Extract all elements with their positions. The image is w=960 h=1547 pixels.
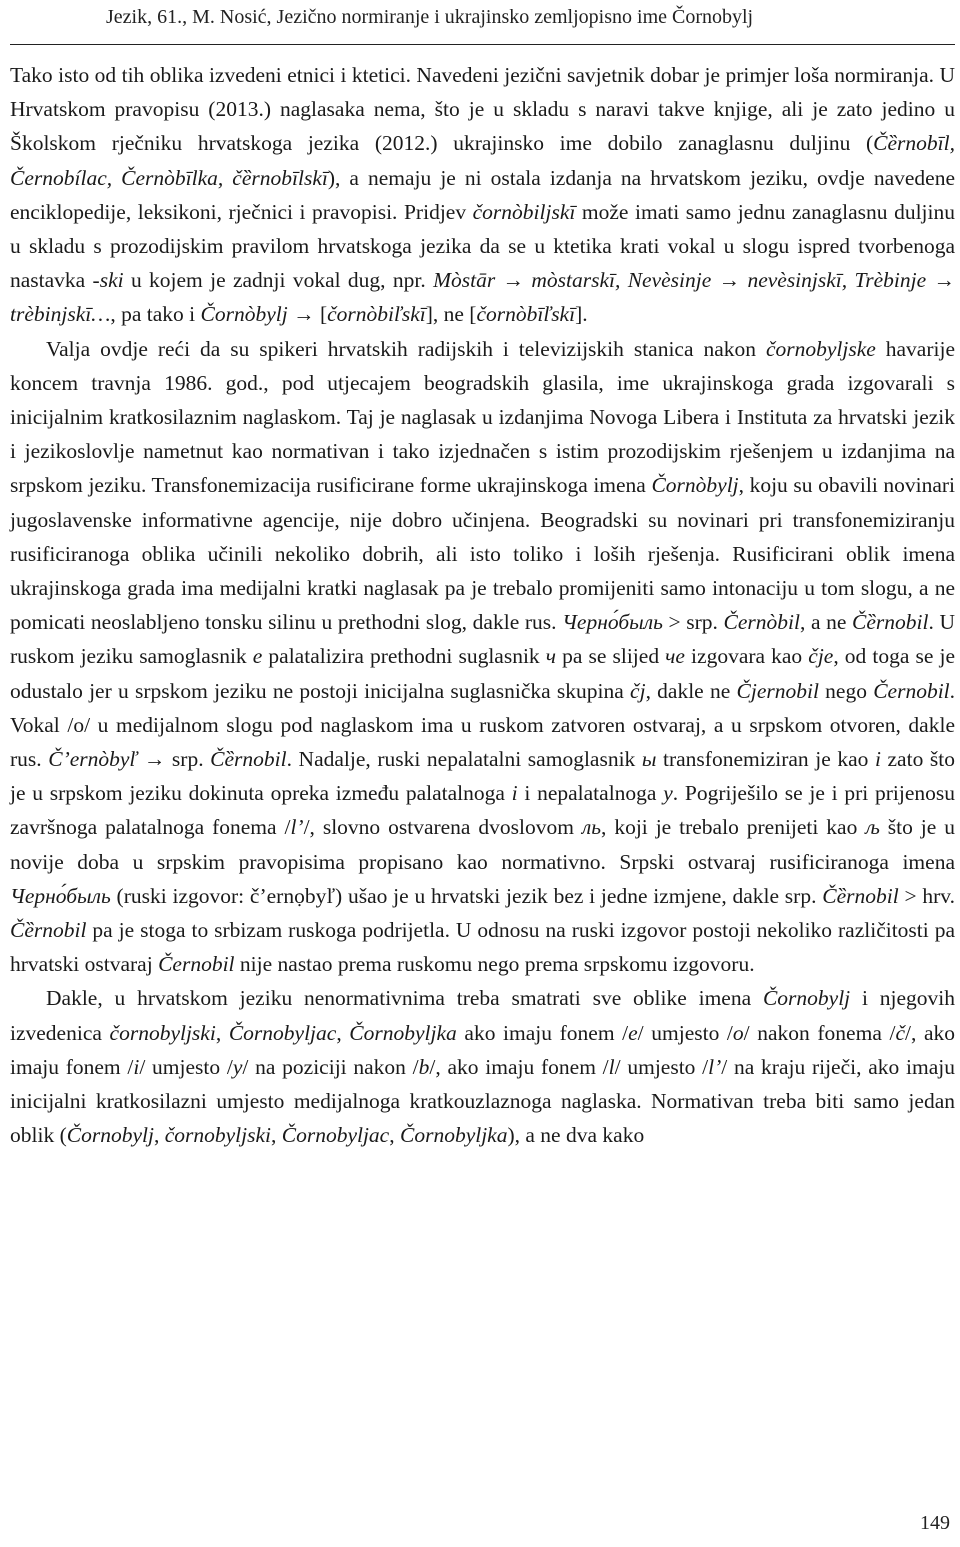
text-run: . Pogriješilo se je i pri prijenosu završnoga palatalnoga fonema / — [10, 781, 955, 840]
text-run: , — [153, 1123, 165, 1148]
italic-term: Černobil — [873, 678, 950, 703]
text-run: izgovara kao — [684, 644, 809, 669]
text-run: . U ruskom jeziku samoglasnik — [10, 610, 955, 669]
text-run: zato što je u srpskom jeziku dokinuta opreka između palatalnoga — [10, 747, 955, 806]
italic-term: čornobyljski — [109, 1020, 216, 1045]
page-number: 149 — [920, 1512, 950, 1534]
text-run: transfonemiziran je kao — [656, 747, 875, 772]
italic-term: čornòbiľskī — [327, 302, 426, 327]
text-run: , — [389, 1123, 400, 1148]
italic-term: Čȅrnobīl, Černobílac, Černòbīlka, čȅrnobīlskī — [10, 131, 955, 190]
italic-term: čje — [808, 644, 834, 669]
italic-term: Mòstār → mòstarskī, Nevèsinje → nevèsinjskī, Trèbinje → trèbinjskī… — [10, 268, 955, 327]
italic-term: čornòbiljskī — [472, 199, 576, 224]
italic-term: b — [418, 1054, 430, 1079]
text-run: ako imaju fonem / — [456, 1020, 629, 1045]
italic-term: Черно́быль — [10, 883, 111, 908]
italic-term: ч — [545, 644, 557, 669]
italic-term: љ — [865, 815, 880, 840]
text-run: → srp. — [137, 747, 211, 772]
text-run: / nakon fonema / — [743, 1020, 896, 1045]
italic-term: i — [511, 781, 518, 806]
body-text — [10, 58, 955, 1153]
text-run: , koju su obavili novinari jugoslavenske informativne agencije, nije dobro učinjena. Beogradski su novinari pri transfonemiziranju rusificiranoga oblika učinili nekoliko dobrih, ali isto toliko i loših rješenja. Rusificirani oblik imena ukrajinskoga grada ima medijalni kratki naglasak pa je trebalo promijeniti samo intonaciju u tom slogu, a ne pomicati neoslabljeno tonsku silinu u prethodni slog, dakle rus. — [10, 473, 956, 635]
text-run: u kojem je zadnji vokal dug, npr. — [123, 268, 434, 293]
text-run: , — [336, 1020, 350, 1045]
italic-term: Čornòbylj — [651, 473, 739, 498]
text-run: , a ne — [799, 610, 853, 635]
text-run: , od toga se je odustalo jer u srpskom jeziku ne postoji inicijalna suglasnička skupina — [10, 644, 955, 703]
text-run: i nepalatalnoga — [517, 781, 664, 806]
italic-term: čornòbīľskī — [476, 302, 576, 327]
running-head: Jezik, 61., M. Nosić, Jezično normiranje i ukrajinsko zemljopisno ime Čornobylj — [106, 6, 754, 28]
text-run: palatalizira prethodni suglasnik — [262, 644, 546, 669]
italic-term: Čornobylj — [66, 1123, 154, 1148]
text-run: , koji je trebalo prenijeti kao — [601, 815, 866, 840]
text-run: što je u novije doba u srpskim pravopisima propisano kao normativno. Srpski ostvaraj rusificiranoga imena — [10, 815, 955, 874]
italic-term: l — [608, 1054, 615, 1079]
text-run: i njegovih izvedenica — [10, 986, 955, 1045]
text-run: /, ako imaju fonem / — [10, 1020, 955, 1079]
text-run: /, slovno ostvarena dvoslovom — [303, 815, 582, 840]
italic-term: o — [732, 1020, 744, 1045]
text-run: ), a ne dva kako — [507, 1123, 645, 1148]
text-run: , — [270, 1123, 282, 1148]
italic-term: l’ — [708, 1054, 722, 1079]
italic-term: Čȅrnobil — [210, 747, 287, 772]
header-rule — [10, 44, 955, 45]
paragraph — [10, 981, 955, 1152]
italic-term: че — [665, 644, 685, 669]
italic-term: ski — [99, 268, 124, 293]
italic-term: Černòbil — [723, 610, 800, 635]
text-run: Tako isto od tih oblika izvedeni etnici i ktetici. Navedeni jezični savjetnik dobar je primjer loša normiranja. U Hrvatskom pravopisu (2013.) naglasaka nema, što je u skladu s naravi takve knjige, ali je zato jedino u Školskom rječniku hrvatskoga jezika (2012.) ukrajinsko ime dobilo zanaglasnu duljinu ( — [10, 63, 955, 156]
text-run: , — [215, 1020, 229, 1045]
text-run: havarije koncem travnja 1986. god., pod utjecajem beogradskih glasila, ime ukrajinskoga grada izgovarali s inicijalnim kratkosilaznim naglaskom. Taj je naglasak u izdanjima Novoga Libera i Instituta za hrvatski jezik i jezikoslovlje nametnut kao normativan i tako izjednačen s istim prozodijskim rješenjem u izdanjima na srpskom jeziku. Transfonemizacija rusificirane forme ukrajinskoga imena — [10, 336, 955, 498]
italic-term: i — [874, 747, 881, 772]
italic-term: Čornobyljka — [399, 1123, 508, 1148]
italic-term: čj — [630, 678, 646, 703]
italic-term: Čornobyljac — [228, 1020, 337, 1045]
italic-term: l’ — [290, 815, 304, 840]
italic-term: Čornòbylj — [200, 302, 288, 327]
text-run: / umjesto / — [614, 1054, 709, 1079]
italic-term: Черно́быль — [562, 610, 663, 635]
italic-term: Čornobyljka — [349, 1020, 457, 1045]
text-run: / na poziciji nakon / — [242, 1054, 419, 1079]
text-run: , pa tako i — [110, 302, 201, 327]
text-run: može imati samo jednu zanaglasnu duljinu u skladu s prozodijskim pravilom hrvatskoga jezika da se u ktetika krati vokal u slogu ispred tvorbenoga nastavka - — [10, 199, 955, 293]
text-run: / umjesto / — [139, 1054, 233, 1079]
italic-term: ы — [641, 747, 657, 772]
paragraph — [10, 58, 955, 332]
text-run: /, ako imaju fonem / — [429, 1054, 609, 1079]
italic-term: Čornobyljac — [281, 1123, 390, 1148]
italic-term: čornobyljske — [765, 336, 876, 361]
italic-term: č — [895, 1020, 905, 1045]
text-run: ], ne [ — [425, 302, 477, 327]
text-run: . Vokal /o/ u medijalnom slogu pod naglaskom ima u ruskom zatvoren ostvaraj, a u srpskom otvoren, dakle rus. — [10, 678, 956, 772]
italic-term: i — [133, 1054, 140, 1079]
italic-term: Čȅrnobil — [822, 883, 899, 908]
italic-term: Čȅrnobil — [10, 918, 87, 943]
text-run: Dakle, u hrvatskom jeziku nenormativnima treba smatrati sve oblike imena — [46, 986, 763, 1011]
text-run: / na kraju riječi, ako imaju inicijalni kratkosilazni umjesto medijalnoga kratkouzlaznoga naglaska. Normativan treba biti samo jedan oblik ( — [10, 1054, 955, 1148]
italic-term: е — [252, 644, 263, 669]
italic-term: y — [663, 781, 673, 806]
text-run: pa je stoga to srbizam ruskoga podrijetla. U odnosu na ruski izgovor postoji nekoliko različitosti pa hrvatski ostvaraj — [10, 918, 955, 977]
italic-term: čornobyljski — [164, 1123, 271, 1148]
text-run: / umjesto / — [637, 1020, 733, 1045]
text-run: ), a nemaju je ni ostala izdanja na hrvatskom jeziku, ovdje navedene enciklopedije, leksikoni, rječnici i pravopisi. Pridjev — [10, 165, 955, 224]
text-run: nije nastao prema ruskomu nego prema srpskomu izgovoru. — [234, 952, 755, 977]
text-run: ]. — [575, 302, 588, 327]
italic-term: y — [232, 1054, 243, 1079]
text-run: , dakle ne — [645, 678, 737, 703]
text-run: pa se slijed — [556, 644, 666, 669]
italic-term: e — [628, 1020, 638, 1045]
text-run: Valja ovdje reći da su spikeri hrvatskih radijskih i televizijskih stanica nakon — [46, 336, 766, 361]
paragraph — [10, 332, 955, 982]
text-run: . Nadalje, ruski nepalatalni samoglasnik — [286, 747, 642, 772]
italic-term: Černobil — [158, 952, 235, 977]
italic-term: Čjernobil — [736, 678, 819, 703]
text-run: > srp. — [662, 610, 724, 635]
text-run: (ruski izgovor: č’ernọbyľ) ušao je u hrvatski jezik bez i jedne izmjene, dakle srp. — [110, 883, 823, 908]
text-run: → [ — [287, 302, 328, 327]
text-run: nego — [818, 678, 874, 703]
italic-term: Čȅrnobil — [852, 610, 929, 635]
text-run: > hrv. — [898, 883, 955, 908]
italic-term: ль — [581, 815, 602, 840]
italic-term: Čornobylj — [762, 986, 851, 1011]
italic-term: Č’ernòbyľ — [48, 747, 138, 772]
